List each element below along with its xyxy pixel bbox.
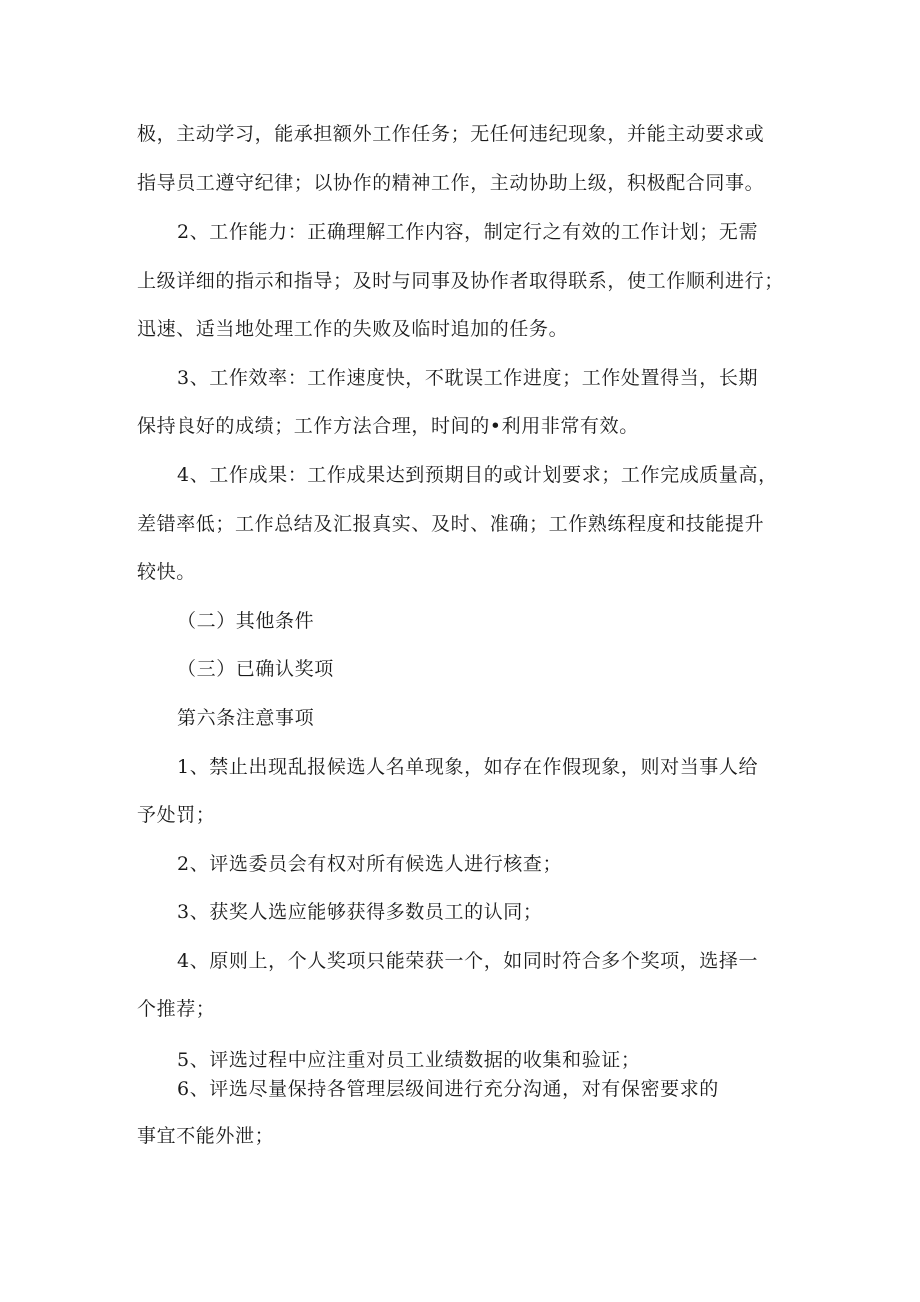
paragraph-line: 事宜不能外泄； <box>137 1125 275 1147</box>
paragraph-line: 6、评选尽量保持各管理层级间进行充分沟通，对有保密要求的 <box>177 1078 719 1100</box>
paragraph-line: 4、原则上，个人奖项只能荣获一个，如同时符合多个奖项，选择一 <box>177 950 759 972</box>
paragraph-line: 个推荐； <box>137 998 216 1020</box>
paragraph-line: 4、工作成果：工作成果达到预期目的或计划要求；工作完成质量高， <box>177 464 778 486</box>
article-heading: 第六条注意事项 <box>177 707 315 729</box>
paragraph-line: 上级详细的指示和指导；及时与同事及协作者取得联系，使工作顺利进行； <box>137 270 784 292</box>
paragraph-line: 较快。 <box>137 561 196 583</box>
section-heading: （二）其他条件 <box>177 610 315 632</box>
paragraph-line: 2、评选委员会有权对所有候选人进行核查； <box>177 853 563 875</box>
section-heading: （三）已确认奖项 <box>177 658 334 680</box>
paragraph-line: 2、工作能力：正确理解工作内容，制定行之有效的工作计划；无需 <box>177 221 759 243</box>
paragraph-line: 3、获奖人选应能够获得多数员工的认同； <box>177 901 543 923</box>
paragraph-line: 指导员工遵守纪律；以协作的精神工作，主动协助上级，积极配合同事。 <box>137 172 765 194</box>
paragraph-line: 迅速、适当地处理工作的失败及临时追加的任务。 <box>137 318 569 340</box>
paragraph-line: 予处罚； <box>137 804 216 826</box>
paragraph-line: 3、工作效率：工作速度快，不耽误工作进度；工作处置得当，长期 <box>177 367 759 389</box>
paragraph-line: 极，主动学习，能承担额外工作任务；无任何违纪现象，并能主动要求或 <box>137 123 765 145</box>
paragraph-line: 1、禁止出现乱报候选人名单现象，如存在作假现象，则对当事人给 <box>177 756 759 778</box>
paragraph-line: 5、评选过程中应注重对员工业绩数据的收集和验证； <box>177 1049 641 1071</box>
paragraph-line: 差错率低；工作总结及汇报真实、及时、准确；工作熟练程度和技能提升 <box>137 513 765 535</box>
paragraph-line: 保持良好的成绩；工作方法合理，时间的•利用非常有效。 <box>137 415 639 437</box>
